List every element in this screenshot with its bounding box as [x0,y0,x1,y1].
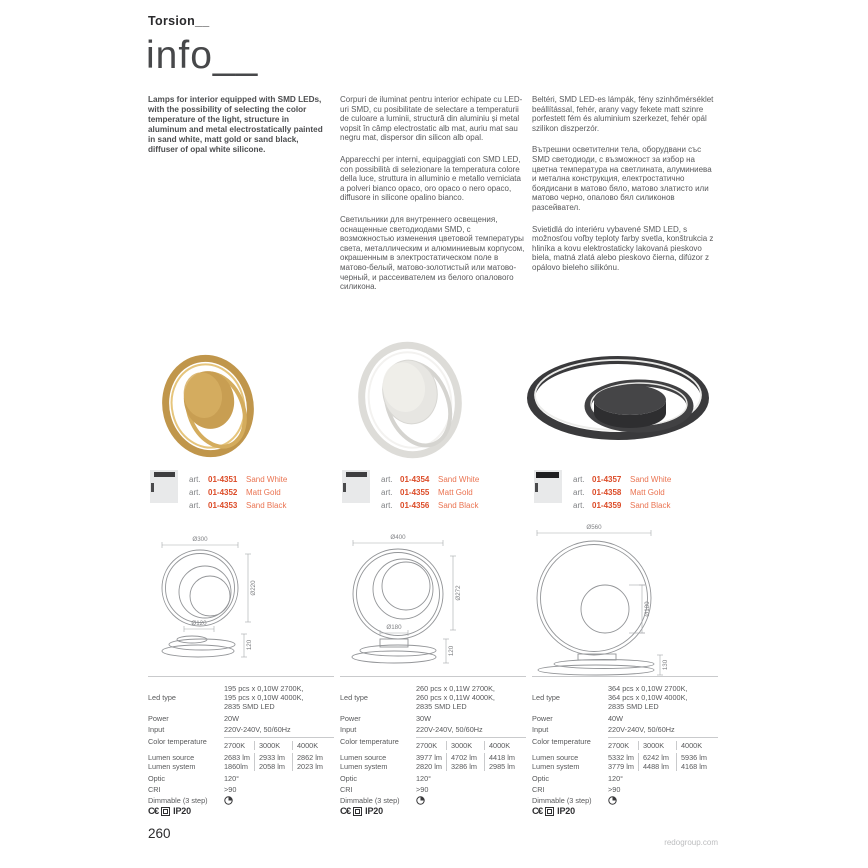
ip-rating: IP20 [365,806,383,817]
spec-value: 120° [224,773,240,783]
spec-value: >90 [416,784,429,794]
description-ru: Светильники для внутреннего освещения, оснащенные светодиодами SMD, с возможностью изменения цветовой температуры света, металлическим и алюминиевым корпусом, окрашенным в электростатическом поле в матово-белый, матово-золотистый или матово-черный, и рассеивателем из белого опалового силикона. [340,214,525,292]
spec-label: Color temperature [340,737,399,746]
product-column-2 [340,0,526,868]
dim-height: Ø180 [644,601,651,617]
spec-label: Input [148,725,165,734]
article-block-1 [150,470,287,512]
certification-row [532,807,718,816]
art-prefix: art. [573,475,585,484]
dim-side: 120 [246,639,253,651]
spec-value: 195 pcs x 0,10W 2700K, 195 pcs x 0,10W 4000K, 2835 SMD LED [224,684,304,711]
description-it: Apparecchi per interni, equipaggiati con SMD LED, con possibilità di selezionare la temperatura colore della luce, struttura in alluminio e metallo verniciata a polveri bianco opaco, oro opaco o nero opaco, diffusore in silicone opalino bianco. [340,154,521,203]
technical-drawing-1 [148,520,334,677]
product-thumbnail-icon [534,470,562,503]
dim-side: 120 [448,645,455,657]
spec-label: Input [340,725,357,734]
lumen-system-cells: 1860lm 2058 lm 2023 lm [224,762,334,771]
collection-name: Torsion__ [148,14,210,28]
description-hu: Beltéri, SMD LED-es lámpák, fény szinhőmérséklet beállítással, fehér, arany vagy fekete matt szinre porfestett fém és aluminium szerkezet, fehér opál szilikon diszperzór. [532,95,714,133]
spec-label: CRI [532,784,545,794]
spec-label: Power [532,714,553,723]
lumen-system-cells: 3779 lm 4488 lm 4168 lm [608,762,718,771]
ce-mark: C€ [148,806,159,818]
page-number: 260 [148,826,171,841]
article-finish: Sand Black [246,501,287,510]
ce-mark: C€ [340,806,351,818]
spec-label: Lumen system [532,761,580,771]
product-thumbnail-icon [342,470,370,503]
spec-label: Input [532,725,549,734]
spec-label: Color temperature [532,737,591,746]
spec-value: 260 pcs x 0,11W 2700K, 260 pcs x 0,11W 4000K, 2835 SMD LED [416,684,495,711]
product-photo-gold [152,348,270,469]
article-row [573,473,671,486]
description-ro: Corpuri de iluminat pentru interior echipate cu LED-uri SMD, cu posibilitate de selectare a temperaturii de culoare a luminii, structură din aluminiu și metal vopsit în câmp electrostatic alb mat, auriu mat sau negru mat, dispersor din silicon alb opal. [340,95,523,143]
art-prefix: art. [189,488,201,497]
page-title: info__ [146,34,259,77]
article-code: 01-4354 [400,475,430,484]
art-prefix: art. [189,501,201,510]
product-column-3 [532,0,718,868]
spec-label: Led type [340,693,368,702]
spec-value: 120° [416,773,432,783]
spec-label: Power [148,714,169,723]
art-prefix: art. [381,501,393,510]
technical-drawing-3 [532,520,718,683]
dim-inner: Ø120 [191,620,207,627]
product-photo-black [522,352,718,457]
dim-outer: Ø300 [192,536,208,543]
dimmable-icon [416,796,425,805]
article-code: 01-4358 [592,488,622,497]
dim-outer: Ø400 [390,534,406,541]
article-row [381,486,479,499]
spec-value: >90 [224,784,237,794]
spec-label: Lumen source [340,752,387,762]
spec-label: Optic [340,773,358,783]
color-temperature-cells: 2700K 3000K 4000K [224,737,334,750]
spec-label: Dimmable (3 step) [532,795,592,805]
spec-label: Dimmable (3 step) [148,795,208,805]
lumen-source-cells: 3977 lm 4702 lm 4418 lm [416,753,526,762]
article-block-2 [342,470,479,512]
art-prefix: art. [189,475,201,484]
article-row [189,499,287,512]
article-row [573,499,671,512]
article-row [381,473,479,486]
article-code: 01-4356 [400,501,430,510]
art-prefix: art. [381,488,393,497]
description-bg: Вътрешни осветителни тела, оборудвани със SMD светодиоди, с възможност за избор на цветна температура на светлината, алуминиева и метална конструкция, електростатично боядисани в матово бяло, матово златисто или матово черно, опалово бял силиконов разсейвател. [532,145,712,212]
article-finish: Sand Black [438,501,479,510]
spec-label: Led type [532,693,560,702]
ce-mark: C€ [532,806,543,818]
article-finish: Matt Gold [630,488,665,497]
description-stack-1 [148,95,334,167]
spec-label: Color temperature [148,737,207,746]
spec-label: Optic [532,773,550,783]
spec-table-3 [532,676,718,816]
ip-rating: IP20 [557,806,575,817]
ip-rating: IP20 [173,806,191,817]
article-code: 01-4357 [592,475,622,484]
spec-value: 364 pcs x 0,10W 2700K, 364 pcs x 0,10W 4000K, 2835 SMD LED [608,684,688,711]
article-code: 01-4351 [208,475,238,484]
article-finish: Sand White [630,475,672,484]
certification-row [148,807,334,816]
product-photo-white [346,336,480,469]
class-ii-icon [545,807,554,816]
article-row [381,499,479,512]
description-sk: Svietidlá do interiéru vybavené SMD LED, s možnosťou voľby teploty farby svetla, konštrukcia z hliníka a kovu elektrostaticky lakovaná pieskovo biela, matná zlatá alebo pieskovo čierna, difúzor z opálovo bieleho silikónu. [532,224,714,272]
dim-height: Ø272 [455,585,462,601]
color-temperature-cells: 2700K 3000K 4000K [608,737,718,750]
spec-table-2 [340,676,526,816]
article-code: 01-4352 [208,488,238,497]
article-code: 01-4359 [592,501,622,510]
article-code: 01-4355 [400,488,430,497]
spec-label: Optic [148,773,166,783]
spec-value: 220V-240V, 50/60Hz [416,725,483,734]
art-prefix: art. [573,488,585,497]
spec-value: 30W [416,714,432,723]
spec-label: Lumen system [340,761,388,771]
article-row [573,486,671,499]
spec-label: Power [340,714,361,723]
spec-value: 40W [608,714,624,723]
art-prefix: art. [573,501,585,510]
article-row [189,473,287,486]
description-stack-3 [532,95,718,285]
spec-label: Dimmable (3 step) [340,795,400,805]
article-finish: Matt Gold [438,488,473,497]
product-thumbnail-icon [150,470,178,503]
spec-label: CRI [148,784,161,794]
spec-table-1 [148,676,334,816]
article-code: 01-4353 [208,501,238,510]
lumen-system-cells: 2820 lm 3286 lm 2985 lm [416,762,526,771]
dim-height: Ø220 [250,580,257,596]
article-finish: Sand White [438,475,480,484]
article-block-3 [534,470,671,512]
spec-label: Led type [148,693,176,702]
class-ii-icon [161,807,170,816]
dim-inner: Ø180 [386,624,402,631]
spec-value: >90 [608,784,621,794]
certification-row [340,807,526,816]
article-finish: Sand White [246,475,288,484]
spec-value: 220V-240V, 50/60Hz [224,725,291,734]
spec-label: Lumen system [148,761,196,771]
description-stack-2 [340,95,526,304]
spec-label: Lumen source [532,752,579,762]
spec-label: CRI [340,784,353,794]
description-en: Lamps for interior equipped with SMD LEDs, with the possibility of selecting the color temperature of the light, structure in aluminum and metal electrostatically painted in sand white, matt gold or sand black, diffuser of opal white silicone. [148,95,323,154]
footer-url: redogroup.com [664,838,718,847]
lumen-source-cells: 5332 lm 6242 lm 5936 lm [608,753,718,762]
article-finish: Matt Gold [246,488,281,497]
technical-drawing-2 [340,520,526,677]
spec-value: 120° [608,773,624,783]
dimmable-icon [608,796,617,805]
spec-value: 20W [224,714,240,723]
class-ii-icon [353,807,362,816]
spec-label: Lumen source [148,752,195,762]
lumen-source-cells: 2683 lm 2933 lm 2862 lm [224,753,334,762]
product-column-1 [148,0,334,868]
article-finish: Sand Black [630,501,671,510]
art-prefix: art. [381,475,393,484]
dimmable-icon [224,796,233,805]
spec-value: 220V-240V, 50/60Hz [608,725,675,734]
article-row [189,486,287,499]
color-temperature-cells: 2700K 3000K 4000K [416,737,526,750]
dim-side: 130 [662,659,669,671]
dim-outer: Ø560 [586,524,602,531]
